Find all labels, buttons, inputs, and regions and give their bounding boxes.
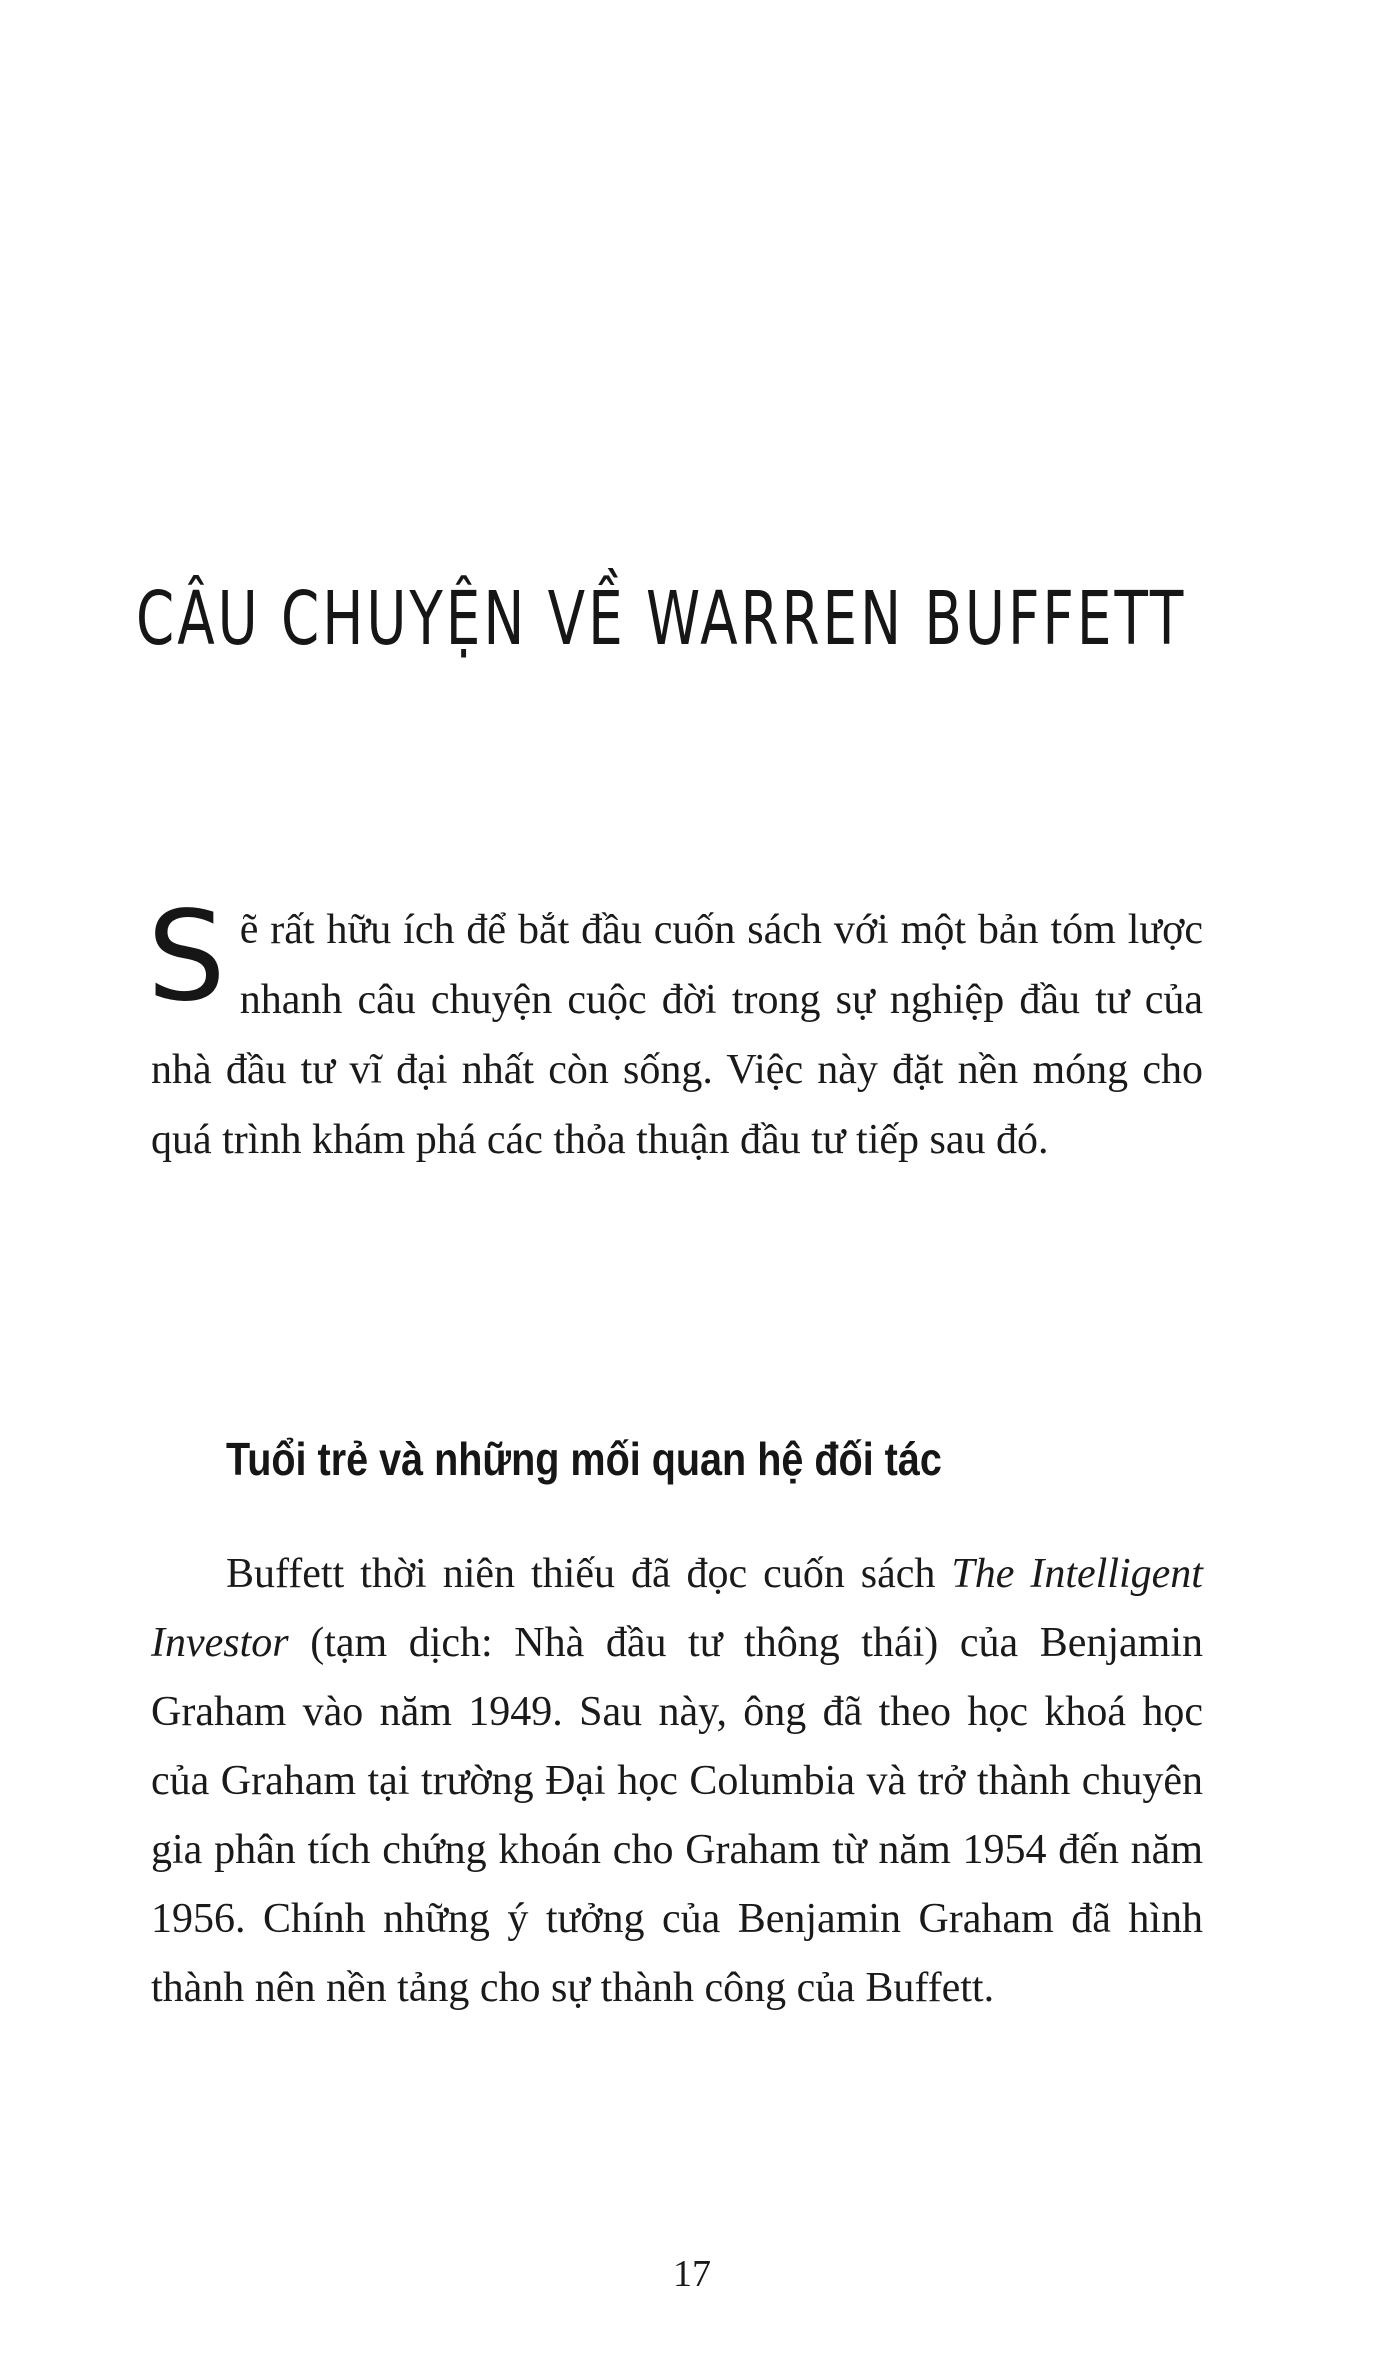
paragraph-text-before-title: Buffett thời niên thiếu đã đọc cuốn sách xyxy=(226,1551,952,1597)
book-title: The Intelligent Investor xyxy=(151,1551,1203,1666)
intro-paragraph xyxy=(147,885,1203,1175)
section-paragraph xyxy=(151,1540,1203,2023)
chapter-title: CÂU CHUYỆN VỀ WARREN BUFFETT xyxy=(136,576,1187,662)
section-heading: Tuổi trẻ và những mối quan hệ đối tác xyxy=(226,1433,942,1485)
drop-cap: S xyxy=(147,885,226,1029)
page-number: 17 xyxy=(673,2253,711,2295)
intro-text: ẽ rất hữu ích để bắt đầu cuốn sách với một bản tóm lược nhanh câu chuyện cuộc đời trong sự nghiệp đầu tư của nhà đầu tư vĩ đại nhất còn sống. Việc này đặt nền móng cho quá trình khám phá các thỏa thuận đầu tư tiếp sau đó. xyxy=(151,907,1203,1163)
paragraph-text-after-title: (tạm dịch: Nhà đầu tư thông thái) của Benjamin Graham vào năm 1949. Sau này, ông đã theo học khoá học của Graham tại trường Đại học Columbia và trở thành chuyên gia phân tích chứng khoán cho Graham từ năm 1954 đến năm 1956. Chính những ý tưởng của Benjamin Graham đã hình thành nên nền tảng cho sự thành công của Buffett. xyxy=(151,1620,1203,2011)
